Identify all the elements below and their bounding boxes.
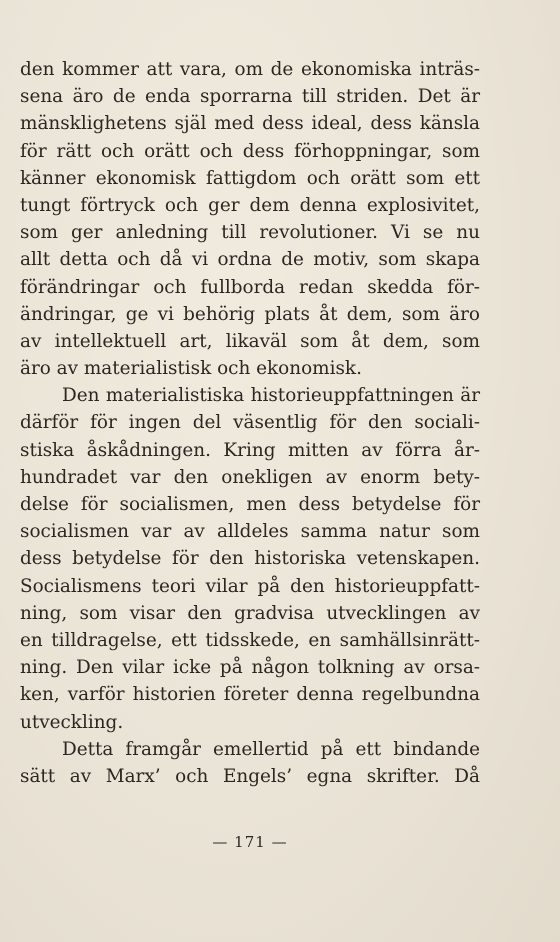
text-line: därför för ingen del väsentlig för den sociali- [20,412,480,434]
text-line: av intellektuell art, likaväl som åt dem, som [20,330,480,352]
paragraph [20,382,480,735]
text-line: Den materialistiska historieuppfattningen är [62,385,480,407]
text-line: mänsklighetens själ med dess ideal, dess känsla [20,113,480,135]
text-line: stiska åskådningen. Kring mitten av förra år- [20,439,480,461]
text-line: sätt av Marx’ och Engels’ egna skrifter. Då [20,765,480,787]
text-line: en tilldragelse, ett tidsskede, en samhällsinrätt- [20,629,480,651]
text-line: förändringar och fullborda redan skedda för- [20,276,480,298]
page-number: — 171 — [212,833,288,851]
text-line: ning, som visar den gradvisa utvecklingen av [20,602,480,624]
text-line: som ger anledning till revolutioner. Vi se nu [20,222,480,244]
text-line: känner ekonomisk fattigdom och orätt som ett [20,167,480,189]
text-line: ning. Den vilar icke på någon tolkning av orsa- [20,657,480,679]
text-line: den kommer att vara, om de ekonomiska inträs- [20,59,480,80]
paragraph [20,56,480,382]
text-line: ändringar, ge vi behörig plats åt dem, som äro [20,303,480,325]
text-line: sena äro de enda sporrarna till striden. Det är [20,86,480,108]
text-line: Detta framgår emellertid på ett bindande [62,738,480,760]
text-line: dess betydelse för den historiska vetenskapen. [20,548,480,570]
text-line: hundradet var den onekligen av enorm bety- [20,466,480,488]
text-line: för rätt och orätt och dess förhoppningar, som [20,140,480,162]
text-line: allt detta och då vi ordna de motiv, som skapa [20,249,480,271]
text-line: delse för socialismen, men dess betydelse för [20,494,480,515]
text-line: äro av materialistisk och ekonomisk. [20,358,362,380]
text-line: tungt förtryck och ger dem denna explosivitet, [20,194,480,216]
text-line: ken, varför historien företer denna regelbundna [20,684,480,706]
text-line: Socialismens teori vilar på den historieuppfatt- [20,575,480,597]
paragraph [20,736,480,790]
text-line: utveckling. [20,711,124,733]
body-text [20,56,480,790]
text-line: socialismen var av alldeles samma natur som [20,521,480,543]
